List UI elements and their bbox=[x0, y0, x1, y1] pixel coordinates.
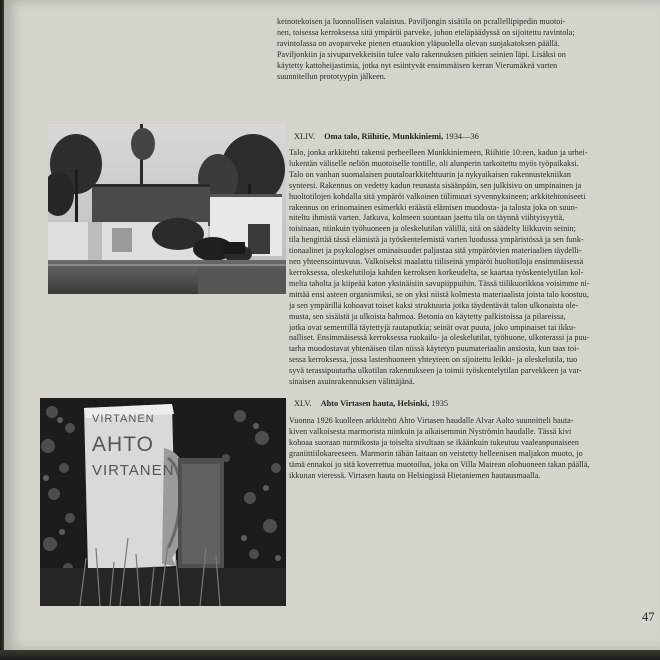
text-line: Paviljonkiin ja sivuparvekkeisiin tulee valo rakennuksen pitkien seinien läpi. Lisäksi on bbox=[277, 49, 566, 59]
text-line: sinaisen asuinrakennuksen välittäjänä. bbox=[289, 377, 415, 387]
text-line: huoltotilojen kohdalla sitä ympäröi valkoinen tiilimuuri syvennyksineen; arkkitehtoniseeti bbox=[289, 191, 586, 201]
text-line: ja sen ympärillä kohoavat toiset kaksi struktuuria jotka täydentävät talon ulkonaista ole- bbox=[289, 300, 579, 310]
text-line: sessa kerroksessa, jossa lastenhuoneen yhteyteen on sijoitettu leikki- ja oleskelutila, tuo bbox=[289, 355, 578, 365]
section-45-paragraph bbox=[289, 416, 647, 481]
text-line: synteesi. Rakennus on vedetty kadun reunasta sisäänpäin, sen julkisivu on umpinainen ja bbox=[289, 180, 582, 190]
table-surface bbox=[0, 650, 660, 660]
text-line: nalliset. Ensimmäisessä kerroksessa ruokailu- ja oleskelutilat, työhuone, ulkoterassi ja puu- bbox=[289, 333, 590, 343]
stone-inscription bbox=[92, 412, 175, 480]
text-line: tila hengittää tässä elämistä ja työskentelemistä varten luodussa ympäristössä ja sen funk- bbox=[289, 235, 584, 245]
inscription-line: VIRTANEN bbox=[92, 462, 175, 479]
section-45-title: Ahto Virtasen hauta, Helsinki, bbox=[320, 399, 430, 408]
text-line: Talo, jonka arkkitehti rakensi perheelleen Munkkiniemeen, Riihitie 10:een, kadun ja urhei- bbox=[289, 148, 588, 157]
section-44-paragraph bbox=[289, 148, 647, 388]
section-44-title: Oma talo, Riihitie, Munkkiniemi, bbox=[324, 132, 444, 141]
text-line: tionaalinet ja psykologiset ominaisuudet paljastaa sitä ympäröivien materiaalien täydelli- bbox=[289, 246, 582, 256]
book-page bbox=[4, 0, 660, 650]
text-line: mittää ensi asteen organismiksi, se on yksi niistä kolmesta materiaalista joista talo koostuu, bbox=[289, 289, 589, 299]
text-line: nen yhteensointuvuus. Valkoiseksi maalattu tiiliseinä ympäröi huoltotiloja ensimmäisessä bbox=[289, 257, 584, 267]
section-44-heading bbox=[294, 131, 479, 142]
section-45-years: 1935 bbox=[431, 399, 449, 408]
text-line: melta taholta ja kiipeää katon yksinäisiin savupiippuihin. Tässä tiilikuorikkoa voisimme ni- bbox=[289, 278, 590, 288]
text-line: lukentän väliselle neliön muotoiselle tontille, oli alunperin tarkoitettu myös työpaikaksi. bbox=[289, 158, 579, 168]
intro-paragraph bbox=[277, 17, 645, 82]
text-line: Talo on vanhan suomalaisen puutaloarkkitehtuurin ja nykyaikaisen rakennustekniikan bbox=[289, 169, 572, 179]
text-line: tarha muodostavat yhtenäisen tilan niissä käytetyn puumateriaalin ansiosta, kun taas toi- bbox=[289, 344, 580, 354]
section-44-number: XLIV. bbox=[294, 132, 316, 141]
section-45-number: XLV. bbox=[294, 399, 312, 408]
inscription-line: AHTO bbox=[92, 433, 154, 456]
gravestone-photo bbox=[40, 398, 286, 606]
text-line: kiven valkoisesta marmorista niinkuin ja aikaisemmin Nyströmin haudalle. Tässä kivi bbox=[289, 426, 572, 436]
text-line: musta, sen sisäistä ja ulkoista hahmoa. Betonia on käytetty palkistoissa ja pilareissa, bbox=[289, 311, 566, 321]
text-line: käytetty kattoheijastimia, jotka nyt esiintyvät ensimmäisen kerran Vierumäkeä varten bbox=[277, 60, 558, 70]
text-line: graniittiilokareeseen. Marmorin tähän laitaan on veistetty helleenisen maljakon muoto, jo bbox=[289, 448, 583, 458]
text-line: rakennus on erinomainen esimerkki eräästä elämisen muodosta- ja talosta joka on suun- bbox=[289, 202, 578, 212]
text-line: niteltu ihmistä varten. Jatkuva, kolmeen suuntaan jaettu tila on täynnä viihtyisyyttä, bbox=[289, 213, 565, 223]
text-line: jotka ovat sementillä täytettyjä rautaputkia; seinät ovat puuta, joko umpinaiset tai ikku- bbox=[289, 322, 576, 332]
text-line: ikkunan vieressä. Virtasen hauta on Helsingissä Hietaniemen hautausmaalla. bbox=[289, 470, 541, 480]
text-line: suunnitellun prototyypin jälkeen. bbox=[277, 71, 386, 81]
text-line: syvä terassipuutarha ulkotilan rakennukseen ja toimii työskentelytilan parvekkeen ja var- bbox=[289, 366, 582, 376]
text-line: kerroksessa, oleskelutiloja kahden kerroksen korkeudelta, se kaartaa työskentelytilan kol- bbox=[289, 267, 584, 277]
text-line: ravintolassa on avoparveke pienen etuaukion yläpuolella olevan suojakatoksen päällä. bbox=[277, 38, 560, 48]
text-line: toisinaan, niinkuin työhuoneen ja oleskelutilan välillä, sitä on säädelty liikkuvin seinin; bbox=[289, 224, 576, 234]
text-line: nen, toisessa kerroksessa sitä ympäröi parveke, johon eteläpäädyssä on sijoitettu ravintola; bbox=[277, 27, 575, 37]
house-photo bbox=[48, 124, 286, 294]
text-line: Vuonna 1926 kuolleen arkkitehti Ahto Virtasen haudalle Alvar Aalto suunnitteli hauta- bbox=[289, 416, 574, 425]
text-line: tämä ennakoi jo sitä koverrettua muotoilua, joka on Villa Mairean olohuoneen takan päällä, bbox=[289, 459, 590, 469]
text-line: keinotekoisen ja luonnollisen valaistus. Paviljongin sisätila on pcrallellipipedin muotoi- bbox=[277, 17, 566, 26]
page-number: 47 bbox=[642, 610, 655, 624]
section-45-heading bbox=[294, 398, 448, 409]
text-line: kohoaa suoraan nurmikosta ja toiselta sivultaan se ikäänkuin tukeutuu vaaleanpunaiseen bbox=[289, 437, 579, 447]
inscription-line: VIRTANEN bbox=[92, 413, 155, 425]
section-44-years: 1934—36 bbox=[445, 132, 479, 141]
